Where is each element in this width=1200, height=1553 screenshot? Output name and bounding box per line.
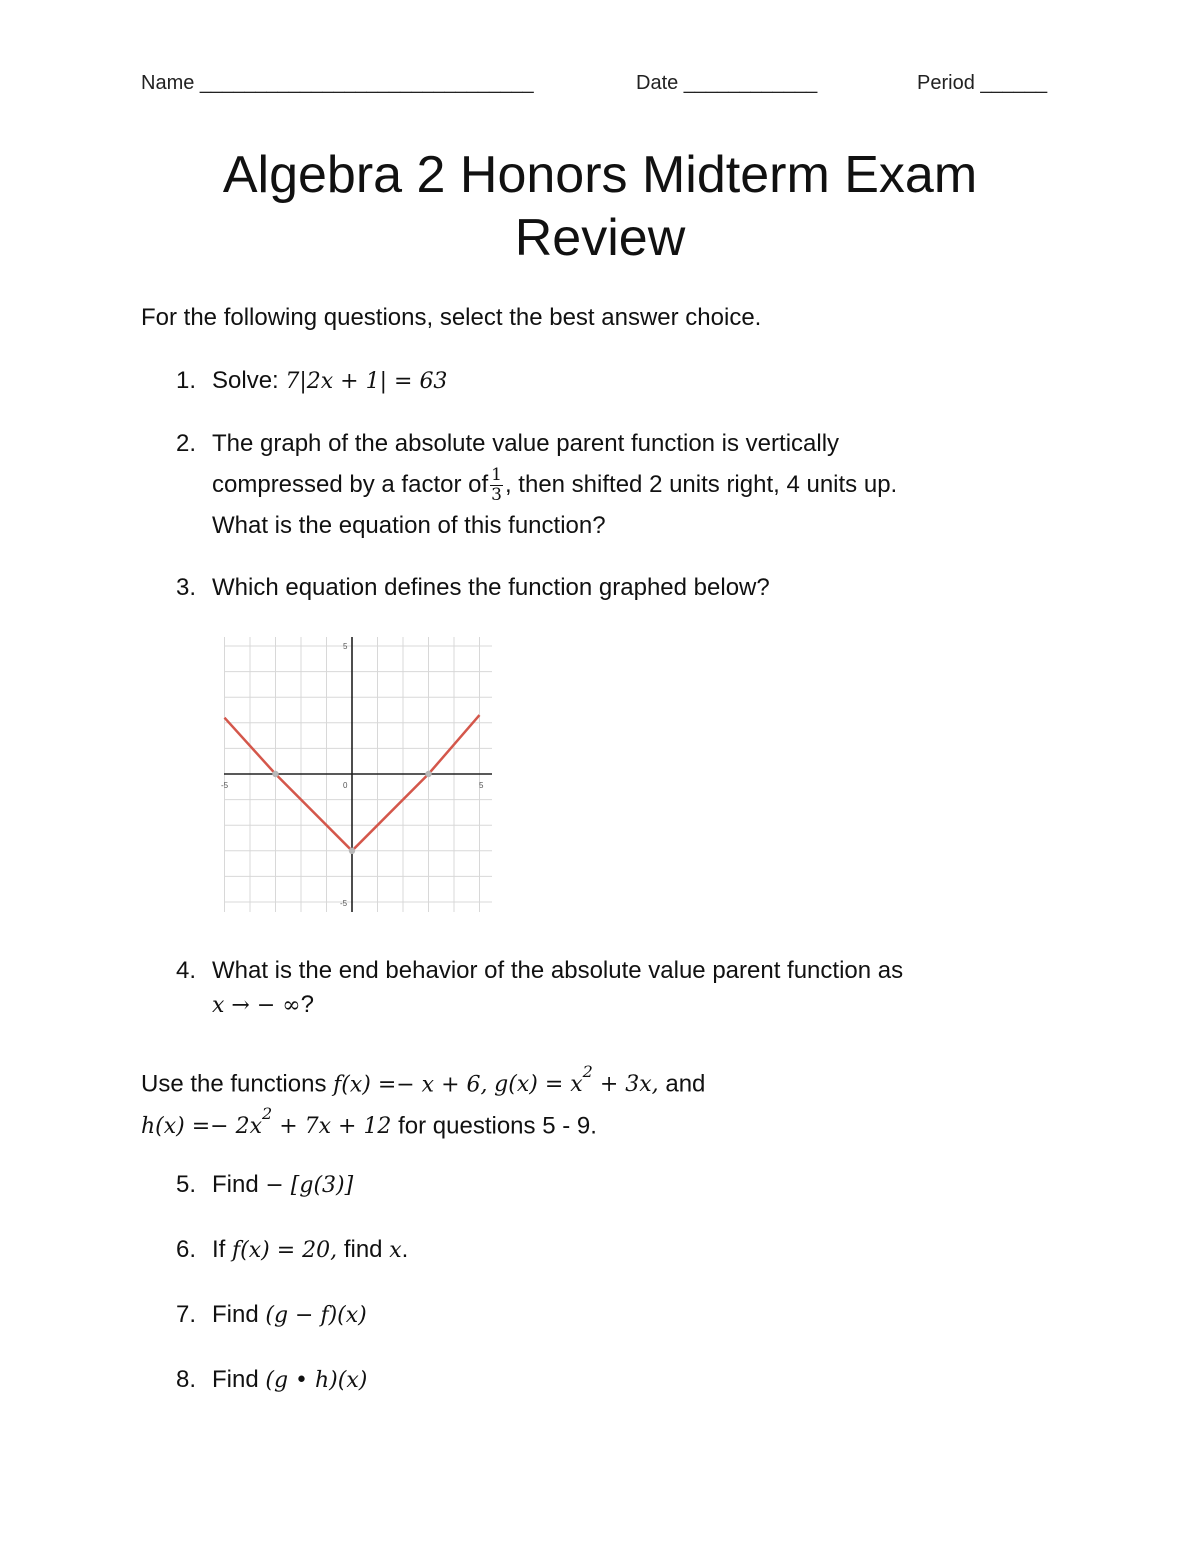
name-field-label: Name ______________________________	[141, 72, 534, 94]
q2-line2a: compressed by a factor of	[212, 470, 489, 498]
date-field-label: Date ____________	[636, 72, 818, 94]
graph-point	[349, 848, 355, 854]
q6-text-a: If	[212, 1236, 226, 1263]
g-def-a: g(x) = x	[494, 1072, 583, 1098]
q1-math: 7|2x + 1| = 63	[285, 369, 448, 394]
y-tick-max: 5	[343, 642, 348, 651]
q2-line2b: , then shifted 2 units right, 4 units up.	[504, 470, 898, 498]
q7-text: Find	[212, 1301, 259, 1328]
q4-line2	[212, 990, 314, 1021]
q7-math: (g − f)(x)	[265, 1303, 367, 1328]
q4-line1: What is the end behavior of the absolute value parent function as	[212, 957, 904, 984]
question-7	[212, 1300, 367, 1331]
question-3: Which equation defines the function graphed below?	[212, 574, 770, 601]
q2-line2	[212, 467, 897, 504]
functions-intro-line1	[141, 1062, 705, 1101]
intro-text-b: for questions 5 - 9.	[398, 1112, 597, 1140]
q2-number: 2.	[176, 430, 197, 457]
q6-number: 6.	[176, 1236, 197, 1263]
q4-suffix: ?	[300, 991, 314, 1018]
question-5	[212, 1170, 353, 1201]
q2-line3: What is the equation of this function?	[212, 512, 606, 539]
graph-axes	[224, 637, 492, 912]
y-tick-min: -5	[340, 899, 348, 908]
q2-line1: The graph of the absolute value parent function is vertically	[212, 430, 840, 457]
x-tick-max: 5	[479, 781, 484, 790]
q6-math-a: f(x) = 20,	[232, 1238, 338, 1263]
instructions: For the following questions, select the best answer choice.	[141, 304, 762, 331]
h-def-a: h(x) =− 2x	[141, 1114, 262, 1140]
q1-text: Solve:	[212, 367, 279, 394]
intro-text-and: and	[665, 1070, 706, 1098]
question-6	[212, 1235, 408, 1266]
q6-text-b: find	[343, 1236, 383, 1263]
q4-math: x → − ∞	[212, 993, 301, 1018]
h-exponent: 2	[262, 1104, 273, 1123]
q6-suffix: .	[401, 1236, 409, 1263]
q8-text: Find	[212, 1366, 259, 1393]
g-def-b: + 3x,	[599, 1072, 659, 1098]
q8-math: (g • h)(x)	[265, 1368, 368, 1393]
f-definition: f(x) =− x + 6,	[333, 1072, 488, 1098]
q6-math-b: x	[389, 1238, 402, 1263]
g-definition	[494, 1062, 659, 1098]
question-8	[212, 1365, 367, 1396]
q7-number: 7.	[176, 1301, 197, 1328]
x-tick-zero: 0	[343, 781, 348, 790]
page-title-line2: Review	[514, 209, 686, 267]
period-field-label: Period ______	[917, 72, 1048, 94]
intro-text-a: Use the functions	[141, 1070, 327, 1098]
h-def-b: + 7x + 12	[279, 1114, 392, 1140]
question-1	[212, 366, 447, 397]
graph-point	[272, 771, 278, 777]
q4-number: 4.	[176, 957, 197, 984]
fraction-denominator: 3	[491, 485, 502, 505]
q5-text: Find	[212, 1171, 259, 1198]
fraction-numerator: 1	[491, 465, 502, 485]
h-definition	[141, 1104, 392, 1140]
q5-math: − [g(3)]	[265, 1173, 354, 1198]
q8-number: 8.	[176, 1366, 197, 1393]
graph-point	[425, 771, 431, 777]
q5-number: 5.	[176, 1171, 197, 1198]
absolute-value-graph	[212, 632, 497, 917]
page-title-line1: Algebra 2 Honors Midterm Exam	[222, 146, 978, 204]
q1-number: 1.	[176, 367, 197, 394]
functions-intro-line2	[141, 1104, 597, 1143]
x-tick-min: -5	[221, 781, 229, 790]
g-exponent: 2	[582, 1062, 593, 1081]
q3-number: 3.	[176, 574, 197, 601]
fraction-one-third	[490, 467, 503, 504]
